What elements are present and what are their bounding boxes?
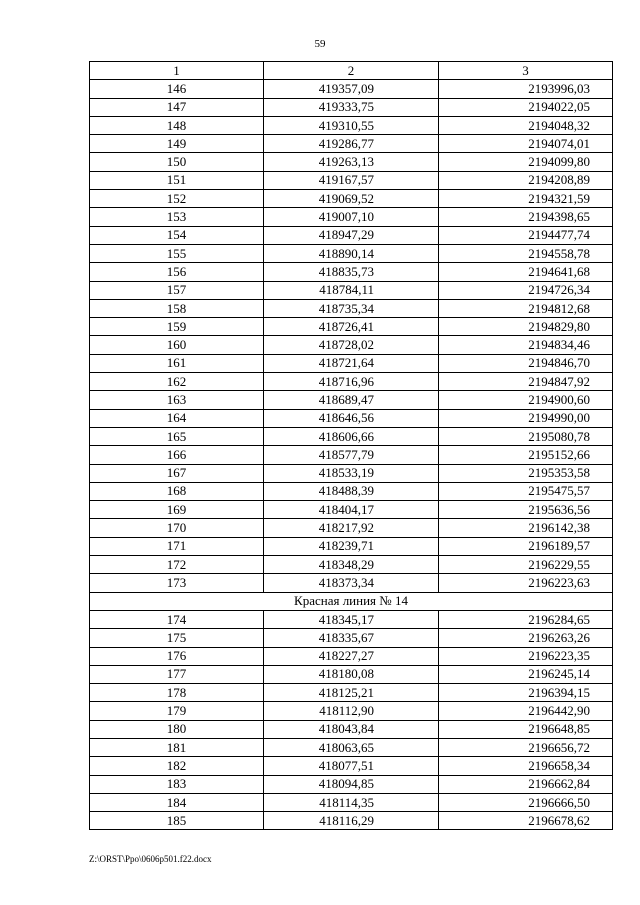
y-coordinate-cell: 2194641,68: [439, 263, 613, 281]
point-number-cell: 182: [90, 757, 264, 775]
point-number-cell: 148: [90, 116, 264, 134]
y-coordinate-cell: 2195152,66: [439, 446, 613, 464]
table-row: [90, 738, 613, 756]
y-coordinate-cell: 2196245,14: [439, 665, 613, 683]
point-number-cell: 162: [90, 373, 264, 391]
y-coordinate-cell: 2196658,34: [439, 757, 613, 775]
x-coordinate-cell: 418373,34: [264, 574, 439, 592]
y-coordinate-cell: 2195080,78: [439, 427, 613, 445]
table-row: [90, 775, 613, 793]
table-row: [90, 519, 613, 537]
y-coordinate-cell: 2196284,65: [439, 610, 613, 628]
point-number-cell: 159: [90, 318, 264, 336]
x-coordinate-cell: 418735,34: [264, 299, 439, 317]
x-coordinate-cell: 419263,13: [264, 153, 439, 171]
point-number-cell: 171: [90, 537, 264, 555]
table-row: [90, 665, 613, 683]
x-coordinate-cell: 418488,39: [264, 482, 439, 500]
y-coordinate-cell: 2194846,70: [439, 354, 613, 372]
page-number: 59: [314, 38, 326, 50]
y-coordinate-cell: 2194990,00: [439, 409, 613, 427]
point-number-cell: 179: [90, 702, 264, 720]
table-row: [90, 446, 613, 464]
x-coordinate-cell: 418348,29: [264, 556, 439, 574]
x-coordinate-cell: 418716,96: [264, 373, 439, 391]
point-number-cell: 149: [90, 135, 264, 153]
y-coordinate-cell: 2194829,80: [439, 318, 613, 336]
section-title: Красная линия № 14: [90, 592, 613, 610]
x-coordinate-cell: 418721,64: [264, 354, 439, 372]
y-coordinate-cell: 2194900,60: [439, 391, 613, 409]
x-coordinate-cell: 418043,84: [264, 720, 439, 738]
x-coordinate-cell: 418125,21: [264, 684, 439, 702]
x-coordinate-cell: 418345,17: [264, 610, 439, 628]
point-number-cell: 180: [90, 720, 264, 738]
table-row: [90, 281, 613, 299]
point-number-cell: 181: [90, 738, 264, 756]
table-row: [90, 171, 613, 189]
table-row: [90, 318, 613, 336]
x-coordinate-cell: 418728,02: [264, 336, 439, 354]
point-number-cell: 153: [90, 208, 264, 226]
point-number-cell: 166: [90, 446, 264, 464]
y-coordinate-cell: 2196142,38: [439, 519, 613, 537]
table-row: [90, 208, 613, 226]
y-coordinate-cell: 2196223,63: [439, 574, 613, 592]
table-row: [90, 610, 613, 628]
table-row: [90, 190, 613, 208]
point-number-cell: 170: [90, 519, 264, 537]
column-header: 1: [90, 62, 264, 80]
x-coordinate-cell: 418217,92: [264, 519, 439, 537]
x-coordinate-cell: 419167,57: [264, 171, 439, 189]
y-coordinate-cell: 2196442,90: [439, 702, 613, 720]
y-coordinate-cell: 2193996,03: [439, 80, 613, 98]
x-coordinate-cell: 418890,14: [264, 244, 439, 262]
point-number-cell: 146: [90, 80, 264, 98]
table-row: [90, 647, 613, 665]
x-coordinate-cell: 418533,19: [264, 464, 439, 482]
column-header: 3: [439, 62, 613, 80]
y-coordinate-cell: 2196662,84: [439, 775, 613, 793]
point-number-cell: 165: [90, 427, 264, 445]
table-row: [90, 793, 613, 811]
table-row: [90, 464, 613, 482]
table-row: [90, 391, 613, 409]
x-coordinate-cell: 419333,75: [264, 98, 439, 116]
x-coordinate-cell: 418404,17: [264, 501, 439, 519]
point-number-cell: 164: [90, 409, 264, 427]
x-coordinate-cell: 419310,55: [264, 116, 439, 134]
point-number-cell: 157: [90, 281, 264, 299]
y-coordinate-cell: 2196656,72: [439, 738, 613, 756]
coordinates-table-body: [90, 62, 613, 830]
x-coordinate-cell: 419069,52: [264, 190, 439, 208]
point-number-cell: 174: [90, 610, 264, 628]
y-coordinate-cell: 2194022,05: [439, 98, 613, 116]
y-coordinate-cell: 2194398,65: [439, 208, 613, 226]
point-number-cell: 185: [90, 812, 264, 830]
point-number-cell: 150: [90, 153, 264, 171]
y-coordinate-cell: 2194074,01: [439, 135, 613, 153]
table-row: [90, 427, 613, 445]
y-coordinate-cell: 2194558,78: [439, 244, 613, 262]
y-coordinate-cell: 2194726,34: [439, 281, 613, 299]
x-coordinate-cell: 418947,29: [264, 226, 439, 244]
footer-file-path: Z:\ORST\Ppo\0606p501.f22.docx: [89, 854, 212, 864]
point-number-cell: 184: [90, 793, 264, 811]
y-coordinate-cell: 2194321,59: [439, 190, 613, 208]
table-row: [90, 482, 613, 500]
table-row: [90, 299, 613, 317]
point-number-cell: 183: [90, 775, 264, 793]
table-row: [90, 80, 613, 98]
x-coordinate-cell: 418077,51: [264, 757, 439, 775]
y-coordinate-cell: 2194048,32: [439, 116, 613, 134]
y-coordinate-cell: 2194834,46: [439, 336, 613, 354]
y-coordinate-cell: 2196666,50: [439, 793, 613, 811]
x-coordinate-cell: 419007,10: [264, 208, 439, 226]
y-coordinate-cell: 2194208,89: [439, 171, 613, 189]
x-coordinate-cell: 419286,77: [264, 135, 439, 153]
y-coordinate-cell: 2196678,62: [439, 812, 613, 830]
table-row: [90, 812, 613, 830]
x-coordinate-cell: 419357,09: [264, 80, 439, 98]
table-row: [90, 757, 613, 775]
y-coordinate-cell: 2196263,26: [439, 629, 613, 647]
y-coordinate-cell: 2194477,74: [439, 226, 613, 244]
x-coordinate-cell: 418835,73: [264, 263, 439, 281]
point-number-cell: 158: [90, 299, 264, 317]
point-number-cell: 152: [90, 190, 264, 208]
y-coordinate-cell: 2194812,68: [439, 299, 613, 317]
x-coordinate-cell: 418063,65: [264, 738, 439, 756]
point-number-cell: 169: [90, 501, 264, 519]
table-row: [90, 556, 613, 574]
y-coordinate-cell: 2196223,35: [439, 647, 613, 665]
table-row: [90, 720, 613, 738]
table-row: [90, 244, 613, 262]
y-coordinate-cell: 2196648,85: [439, 720, 613, 738]
table-row: [90, 409, 613, 427]
x-coordinate-cell: 418112,90: [264, 702, 439, 720]
table-row: [90, 702, 613, 720]
x-coordinate-cell: 418227,27: [264, 647, 439, 665]
point-number-cell: 151: [90, 171, 264, 189]
y-coordinate-cell: 2196229,55: [439, 556, 613, 574]
y-coordinate-cell: 2195636,56: [439, 501, 613, 519]
section-row: [90, 592, 613, 610]
point-number-cell: 175: [90, 629, 264, 647]
x-coordinate-cell: 418646,56: [264, 409, 439, 427]
x-coordinate-cell: 418180,08: [264, 665, 439, 683]
point-number-cell: 163: [90, 391, 264, 409]
x-coordinate-cell: 418689,47: [264, 391, 439, 409]
x-coordinate-cell: 418094,85: [264, 775, 439, 793]
table-row: [90, 684, 613, 702]
y-coordinate-cell: 2195475,57: [439, 482, 613, 500]
table-row: [90, 226, 613, 244]
table-header-row: [90, 62, 613, 80]
point-number-cell: 154: [90, 226, 264, 244]
point-number-cell: 173: [90, 574, 264, 592]
point-number-cell: 172: [90, 556, 264, 574]
table-row: [90, 98, 613, 116]
y-coordinate-cell: 2196394,15: [439, 684, 613, 702]
table-row: [90, 116, 613, 134]
point-number-cell: 156: [90, 263, 264, 281]
coordinates-table: [89, 61, 613, 830]
table-row: [90, 153, 613, 171]
table-row: [90, 135, 613, 153]
point-number-cell: 167: [90, 464, 264, 482]
table-row: [90, 336, 613, 354]
table-row: [90, 629, 613, 647]
x-coordinate-cell: 418335,67: [264, 629, 439, 647]
table-row: [90, 263, 613, 281]
x-coordinate-cell: 418577,79: [264, 446, 439, 464]
y-coordinate-cell: 2194099,80: [439, 153, 613, 171]
x-coordinate-cell: 418726,41: [264, 318, 439, 336]
point-number-cell: 147: [90, 98, 264, 116]
point-number-cell: 178: [90, 684, 264, 702]
table-row: [90, 501, 613, 519]
x-coordinate-cell: 418114,35: [264, 793, 439, 811]
x-coordinate-cell: 418606,66: [264, 427, 439, 445]
x-coordinate-cell: 418116,29: [264, 812, 439, 830]
point-number-cell: 176: [90, 647, 264, 665]
point-number-cell: 160: [90, 336, 264, 354]
table-row: [90, 574, 613, 592]
y-coordinate-cell: 2196189,57: [439, 537, 613, 555]
y-coordinate-cell: 2194847,92: [439, 373, 613, 391]
point-number-cell: 168: [90, 482, 264, 500]
x-coordinate-cell: 418784,11: [264, 281, 439, 299]
point-number-cell: 177: [90, 665, 264, 683]
point-number-cell: 155: [90, 244, 264, 262]
table-row: [90, 373, 613, 391]
x-coordinate-cell: 418239,71: [264, 537, 439, 555]
table-row: [90, 354, 613, 372]
table-row: [90, 537, 613, 555]
point-number-cell: 161: [90, 354, 264, 372]
y-coordinate-cell: 2195353,58: [439, 464, 613, 482]
column-header: 2: [264, 62, 439, 80]
